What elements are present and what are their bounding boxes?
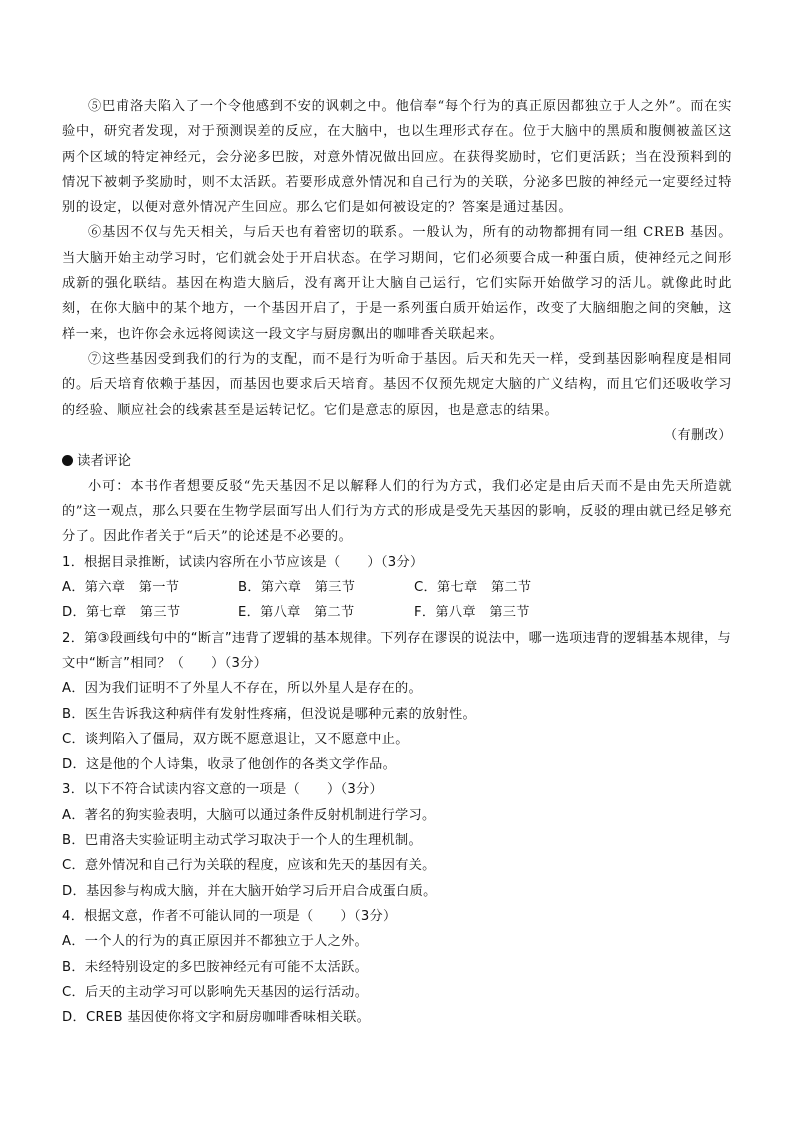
q2-option-c: C．谈判陷入了僵局，双方既不愿意退让，又不愿意中止。 bbox=[62, 731, 409, 747]
q3-stem: 3．以下不符合试读内容文意的一项是（ ）（3分） bbox=[62, 782, 383, 798]
paragraph-5: ⑤巴甫洛夫陷入了一个令他感到不安的讽刺之中。他信奉“每个行为的真正原因都独立于人之外”。而在实验中，研究者发现，对于预测误差的反应，在大脑中，也以生理形式存在。位于大脑中的黑质和腹侧被盖区这两个区域的特定神经元，会分泌多巴胺，对意外情况做出回应。在获得奖励时，它们更活跃；当在没预料到的情况下被刺予奖励时，则不太活跃。若要形成意外情况和自己行为的关联，分泌多巴胺的神经元一定要经过特别的设定，以便对意外情况产生回应。那么它们是如何被设定的？答案是通过基因。 bbox=[62, 99, 732, 216]
q1-stem: 1．根据目录推断，试读内容所在小节应该是（ ）（3分） bbox=[62, 554, 424, 570]
q2-option-a: A．因为我们证明不了外星人不存在，所以外星人是存在的。 bbox=[62, 681, 422, 697]
q4-option-b: B．未经特别设定的多巴胺神经元有可能不太活跃。 bbox=[62, 959, 369, 975]
q1-option-e: E．第八章 第二节 bbox=[238, 605, 355, 621]
document-page bbox=[62, 94, 732, 1030]
q1-option-f: F．第八章 第三节 bbox=[414, 605, 530, 621]
questions bbox=[62, 550, 732, 1031]
q2-stem: 2．第③段画线句中的“断言”违背了逻辑的基本规律。下列存在谬误的说法中，哪一选项违背的逻辑基本规律，与文中“断言”相同？（ ）（3分） bbox=[62, 630, 731, 671]
q1-option-a: A．第六章 第一节 bbox=[62, 580, 180, 596]
q1-option-c: C．第七章 第二节 bbox=[414, 580, 532, 596]
source-note: （有删改） bbox=[663, 427, 732, 443]
q1-option-b: B．第六章 第三节 bbox=[238, 580, 356, 596]
review-block bbox=[62, 474, 732, 550]
review-heading bbox=[62, 448, 732, 474]
q2-option-b: B．医生告诉我这种病伴有发射性疼痛，但没说是哪种元素的放射性。 bbox=[62, 706, 476, 722]
q1-options-row1 bbox=[62, 575, 732, 600]
passage bbox=[62, 94, 732, 448]
q4-option-a: A．一个人的行为的真正原因并不都独立于人之外。 bbox=[62, 934, 369, 950]
bullet-icon bbox=[62, 455, 73, 466]
q3-option-c: C．意外情况和自己行为关联的程度，应该和先天的基因有关。 bbox=[62, 858, 436, 874]
q4-option-d: D．CREB 基因使你将文字和厨房咖啡香味相关联。 bbox=[62, 1010, 371, 1026]
q3-option-a: A．著名的狗实验表明，大脑可以通过条件反射机制进行学习。 bbox=[62, 807, 436, 823]
q4-stem: 4．根据文意，作者不可能认同的一项是（ ）（3分） bbox=[62, 908, 397, 924]
review-text: 小可：本书作者想要反驳“先天基因不足以解释人们的行为方式，我们必定是由后天而不是由先天所造就的”这一观点，那么只要在生物学层面写出人们行为方式的形成是受先天基因的影响，反驳的理由就已经足够充分了。因此作者关于“后天”的论述是不必要的。 bbox=[62, 478, 732, 545]
paragraph-6: ⑥基因不仅与先天相关，与后天也有着密切的联系。一般认为，所有的动物都拥有同一组 CREB 基因。当大脑开始主动学习时，它们就会处于开启状态。在学习期间，它们必须要合成一种蛋白质，使神经元之间形成新的强化联结。基因在构造大脑后，没有离开让大脑自己运行，它们实际开始做学习的活儿。就像此时此刻，在你大脑中的某个地方，一个基因开启了，于是一系列蛋白质开始运作，改变了大脑细胞之间的突触，这样一来，也许你会永远将阅读这一段文字与厨房飘出的咖啡香关联起来。 bbox=[62, 225, 732, 342]
q3-option-d: D．基因参与构成大脑，并在大脑开始学习后开启合成蛋白质。 bbox=[62, 883, 437, 899]
review-heading-label: 读者评论 bbox=[77, 452, 131, 469]
paragraph-7: ⑦这些基因受到我们的行为的支配，而不是行为听命于基因。后天和先天一样，受到基因影响程度是相同的。后天培育依赖于基因，而基因也要求后天培育。基因不仅预先规定大脑的广义结构，而且它们还吸收学习的经验、顺应社会的线索甚至是运转记忆。它们是意志的原因，也是意志的结果。 bbox=[62, 351, 732, 418]
q4-option-c: C．后天的主动学习可以影响先天基因的运行活动。 bbox=[62, 984, 369, 1000]
q2-option-d: D．这是他的个人诗集，收录了他创作的各类文学作品。 bbox=[62, 757, 397, 773]
q1-option-d: D．第七章 第三节 bbox=[62, 605, 181, 621]
q3-option-b: B．巴甫洛夫实验证明主动式学习取决于一个人的生理机制。 bbox=[62, 833, 423, 849]
q1-options-row2 bbox=[62, 600, 732, 625]
